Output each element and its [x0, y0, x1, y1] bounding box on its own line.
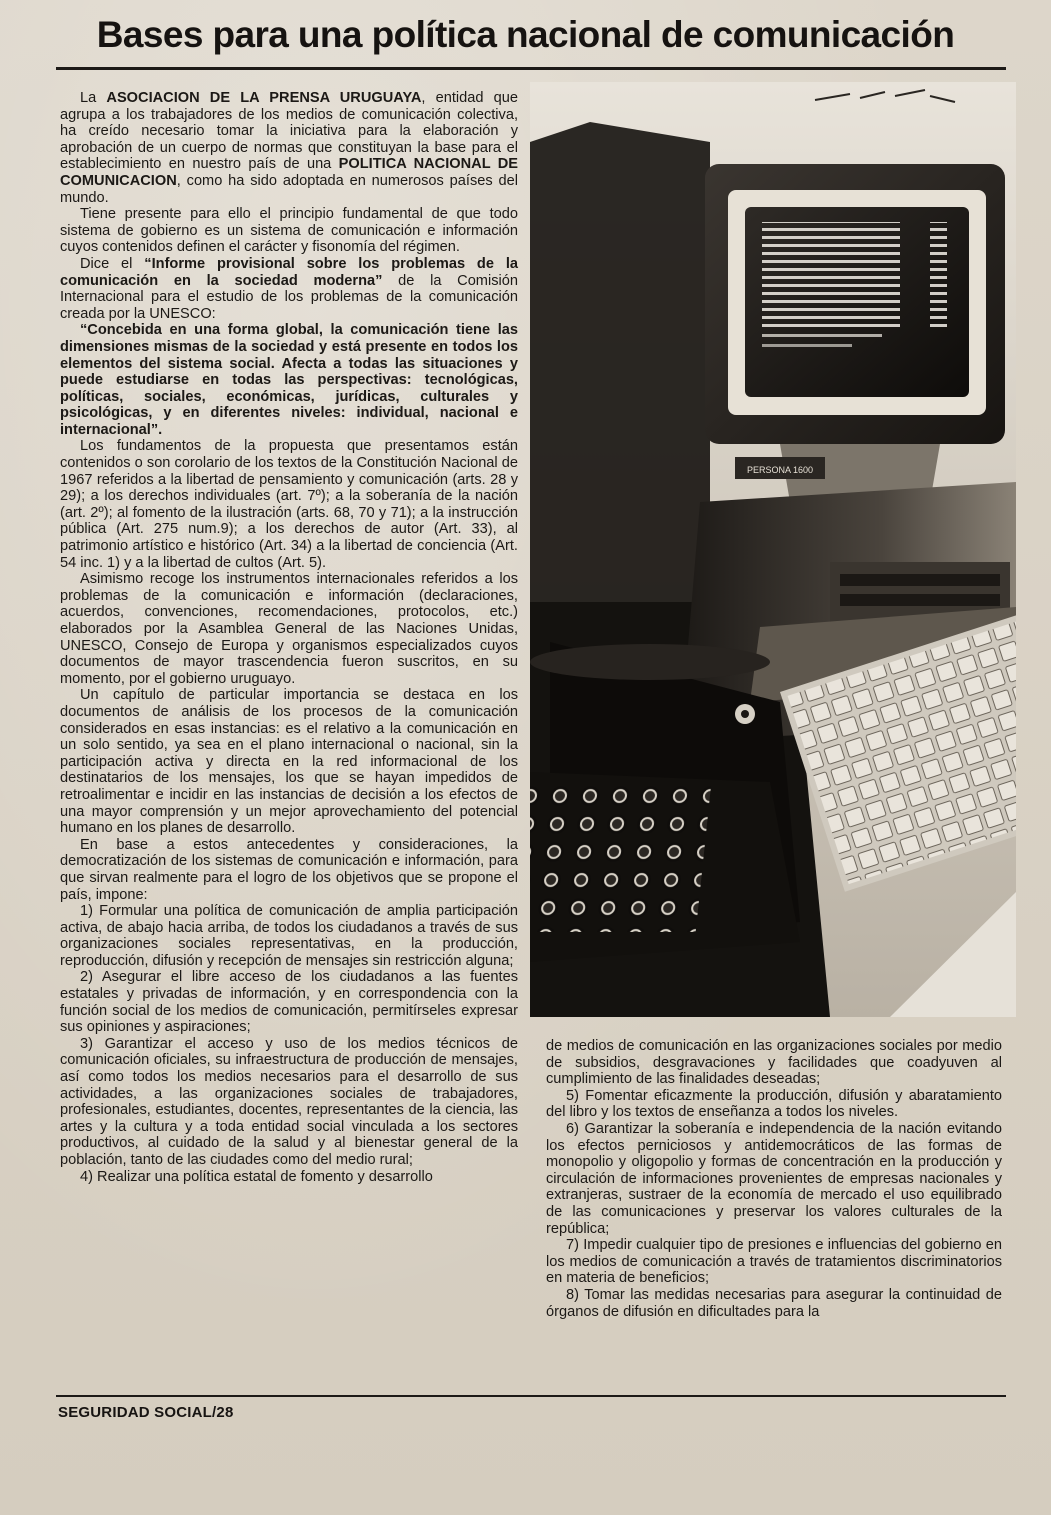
- paragraph: Tiene presente para ello el principio fundamental de que todo sistema de gobierno es un sistema de comunicación e información cuyos contenidos definen el carácter y fisonomía del régimen.: [60, 206, 518, 256]
- text-fragment: , entidad que agrupa a los trabajadores de los medios de comunicación colectiva, ha creído necesario tomar la iniciativa para la elaboración y aprobación de un cuerpo de normas que constituyan la base para el establecimiento en nuestro país de una: [60, 90, 518, 173]
- report-title: “Informe provisional sobre los problemas de la comunicación en la sociedad moderna”: [60, 255, 518, 289]
- association-name: ASOCIACION DE LA PRENSA URUGUAYA: [106, 90, 422, 106]
- list-item-2: 2) Asegurar el libre acceso de los ciudadanos a las fuentes estatales y privadas de información, y en correspondencia con la función social de los medios de comunicación, permitírseles expresar sus opiniones y aspiraciones;: [60, 969, 518, 1036]
- list-item-4: 4) Realizar una política estatal de fomento y desarrollo: [80, 1168, 433, 1185]
- persona-label: PERSONA 1600: [746, 465, 814, 475]
- bottom-rule: [56, 1395, 1006, 1397]
- headline: Bases para una política nacional de comunicación: [96, 14, 955, 55]
- list-item-6: 6) Garantizar la soberanía e independencia de la nación evitando los efectos perniciosos y antidemocráticos de las formas de monopolio y oligopolio y formas de concentración en la producción y circulación de informaciones provenientes de empresas nacionales y extranjeras, sustraer de la economía de mercado el uso equilibrado de las comunicaciones y preservar los valores culturales de la república;: [546, 1120, 1002, 1237]
- paragraph: Asimismo recoge los instrumentos internacionales referidos a los problemas de la comunicación e información (declaraciones, acuerdos, convenciones, recomendaciones, protocolos, etc.) elaborados por la Asamblea General de las Naciones Unidas, UNESCO, Consejo de Europa y organismos especializados cuyos documentos de mayor trascendencia fueron suscritos, en su momento, por el gobierno uruguayo.: [60, 571, 518, 687]
- text-fragment: La: [80, 90, 107, 106]
- left-column: [60, 90, 518, 1185]
- continuation-paragraph: de medios de comunicación en las organizaciones sociales por medio de subsidios, desgravaciones y facilidades que coadyuven al cumplimiento de las finalidades deseadas;: [546, 1038, 1002, 1088]
- list-item-1: 1) Formular una política de comunicación de amplia participación activa, de abajo hacia arriba, de todos los ciudadanos a través de sus organizaciones sociales representativas, en la producción, reproducción, difusión y recepción de mensajes sin restricción alguna;: [60, 903, 518, 969]
- paragraph: [60, 256, 518, 322]
- list-item-8: 8) Tomar las medidas necesarias para asegurar la continuidad de órganos de difusión en dificultades para la: [546, 1286, 1002, 1320]
- photo-illustration: [530, 82, 1016, 1017]
- paragraph: Los fundamentos de la propuesta que presentamos están contenidos o son corolario de los textos de la Constitución Nacional de 1967 referidos a la libertad de pensamiento y comunicación (arts. 28 y 29); a los derechos individuales (art. 7º); a la soberanía de la nación (art. 2º); al fomento de la ilustración (arts. 68, 70 y 71); a la instrucción pública (Art. 275 num.9); a los derechos de autor (Art. 33), al patrimonio artístico e histórico (Art. 34) a la libertad de conciencia (Art. 54 inc. 1) y a la libertad de cultos (Art. 5).: [60, 438, 518, 571]
- text-fragment: de la Comisión Internacional para el estudio de los problemas de la comunicación creada por la UNESCO:: [60, 272, 518, 322]
- top-rule: [56, 67, 1006, 70]
- policy-name: POLITICA NACIONAL DE COMUNICACION: [60, 156, 518, 189]
- quote-paragraph: [60, 322, 518, 438]
- paragraph: En base a estos antecedentes y consideraciones, la democratización de los sistemas de comunicación e información, para que sirvan realmente para el logro de los objetivos que se propone el país, impone:: [60, 836, 518, 903]
- paragraph: Un capítulo de particular importancia se destaca en los documentos de análisis de los procesos de la comunicación considerados en esas instancias: es el relativo a la comunicación en un solo sentido, ya sea en el plano internacional o nacional, sin la participación activa y directa en la red informacional de los destinatarios de los mensajes, los que se hayan impedidos de retroalimentar e incidir en las instancias de decisión a los efectos de una mayor comprensión y un mejor aprovechamiento del potencial humano en los planes de desarrollo.: [60, 687, 518, 837]
- list-item-5: 5) Fomentar eficazmente la producción, difusión y abaratamiento del libro y los textos de enseñanza a todos los niveles.: [546, 1087, 1002, 1121]
- computer-typewriter-photo: [530, 82, 1016, 1017]
- page-footer: SEGURIDAD SOCIAL/28: [58, 1404, 234, 1421]
- list-item-7: 7) Impedir cualquier tipo de presiones e influencias del gobierno en los medios de comunicación a través de tratamientos discriminatorios en materia de beneficios;: [546, 1237, 1002, 1287]
- list-item-3: 3) Garantizar el acceso y uso de los medios técnicos de comunicación oficiales, su infraestructura de producción de mensajes, así como todos los medios necesarios para el desarrollo de sus actividades, a las organizaciones sociales de trabajadores, profesionales, estudiantes, docentes, representantes de la ciencia, las artes y la cultura y a toda entidad social vinculada a los sectores productivos, al cuidado de la salud y al bienestar general de la población, tanto de las ciudades como del medio rural;: [60, 1035, 518, 1168]
- text-fragment: Dice el: [80, 255, 145, 272]
- right-column: [546, 1038, 1002, 1320]
- quote-text: “Concebida en una forma global, la comunicación tiene las dimensiones mismas de la sociedad y está presente en todos los elementos del sistema social. Afecta a todas las situaciones y puede estudiarse en todas las perspectivas: tecnológicas, políticas, sociales, económicas, jurídicas, culturales y psicológicas, y en diferentes niveles: individual, nacional e internacional”.: [60, 322, 518, 438]
- text-fragment: , como ha sido adoptada en numerosos países del mundo.: [60, 172, 518, 206]
- paragraph-intro: [60, 90, 518, 206]
